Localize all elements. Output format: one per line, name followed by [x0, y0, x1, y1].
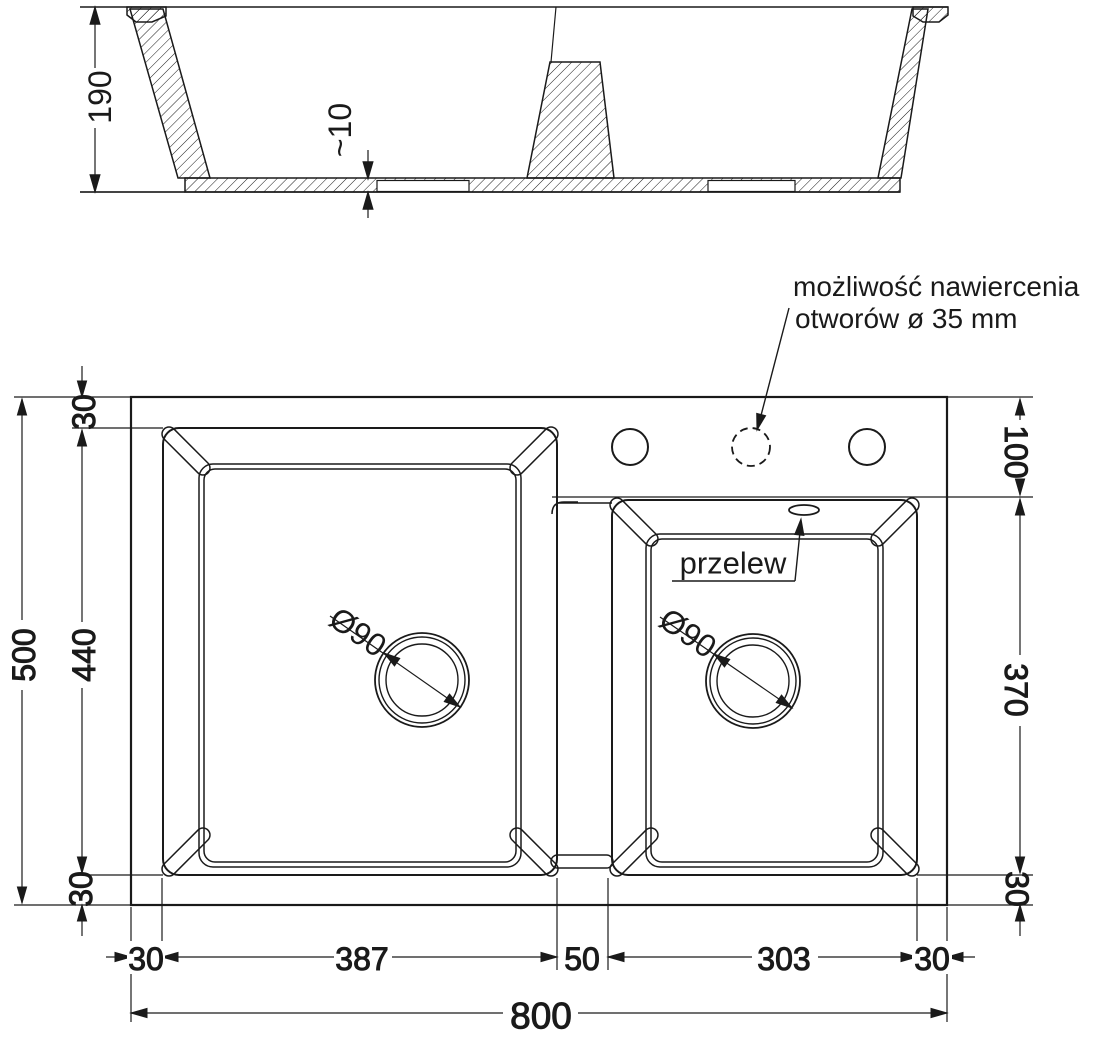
section-divider [527, 62, 614, 178]
chain-right-bowl-width-text: 303 [757, 941, 811, 977]
section-left-wall [130, 9, 210, 178]
section-view [80, 7, 948, 218]
dim-drain-left-text: Ø90 [322, 599, 394, 665]
faucet-hole-right [849, 429, 885, 465]
overflow-slot [789, 505, 819, 515]
chain-margin-right-text: 30 [914, 941, 950, 977]
overflow-label-text: przelew [679, 545, 787, 581]
section-material [127, 7, 948, 192]
chain-left-bowl-width-text: 387 [335, 941, 389, 977]
drill-note-line1: możliwość nawiercenia [793, 271, 1080, 302]
left-drain-recess [377, 181, 469, 192]
section-right-wall [878, 9, 928, 178]
plan-outer-rect [131, 397, 947, 905]
divider-deck [551, 502, 613, 868]
dim-right-bowl-height-text: 370 [998, 663, 1034, 717]
plan-view [6, 271, 1080, 1037]
dim-drain-right-text: Ø90 [652, 600, 724, 666]
dim-margin-top-text: 30 [66, 394, 102, 430]
dim-deck-height-text: 100 [998, 425, 1034, 479]
drill-note-line2: otworów ø 35 mm [795, 303, 1018, 334]
section-right-rim [913, 7, 948, 22]
dim-overall-height-text: 500 [6, 628, 42, 682]
dim-floor-thickness-text: ~10 [322, 102, 358, 158]
dim-bowl-height-text: 440 [66, 628, 102, 682]
drill-note-callout [758, 308, 789, 427]
faucet-hole-left [612, 429, 648, 465]
dim-overall-width-text: 800 [510, 995, 572, 1037]
chain-divider-width-text: 50 [564, 941, 600, 977]
chain-margin-left-text: 30 [128, 941, 164, 977]
section-deck-edge-line [551, 7, 556, 62]
dim-depth-text: 190 [82, 70, 118, 124]
dim-margin-bottom-left-text: 30 [63, 871, 99, 907]
right-drain-recess [708, 181, 795, 192]
optional-drill-hole-dashed [732, 428, 770, 466]
dim-margin-bottom-right-text: 30 [999, 871, 1035, 907]
right-dim-lines [552, 397, 1033, 936]
